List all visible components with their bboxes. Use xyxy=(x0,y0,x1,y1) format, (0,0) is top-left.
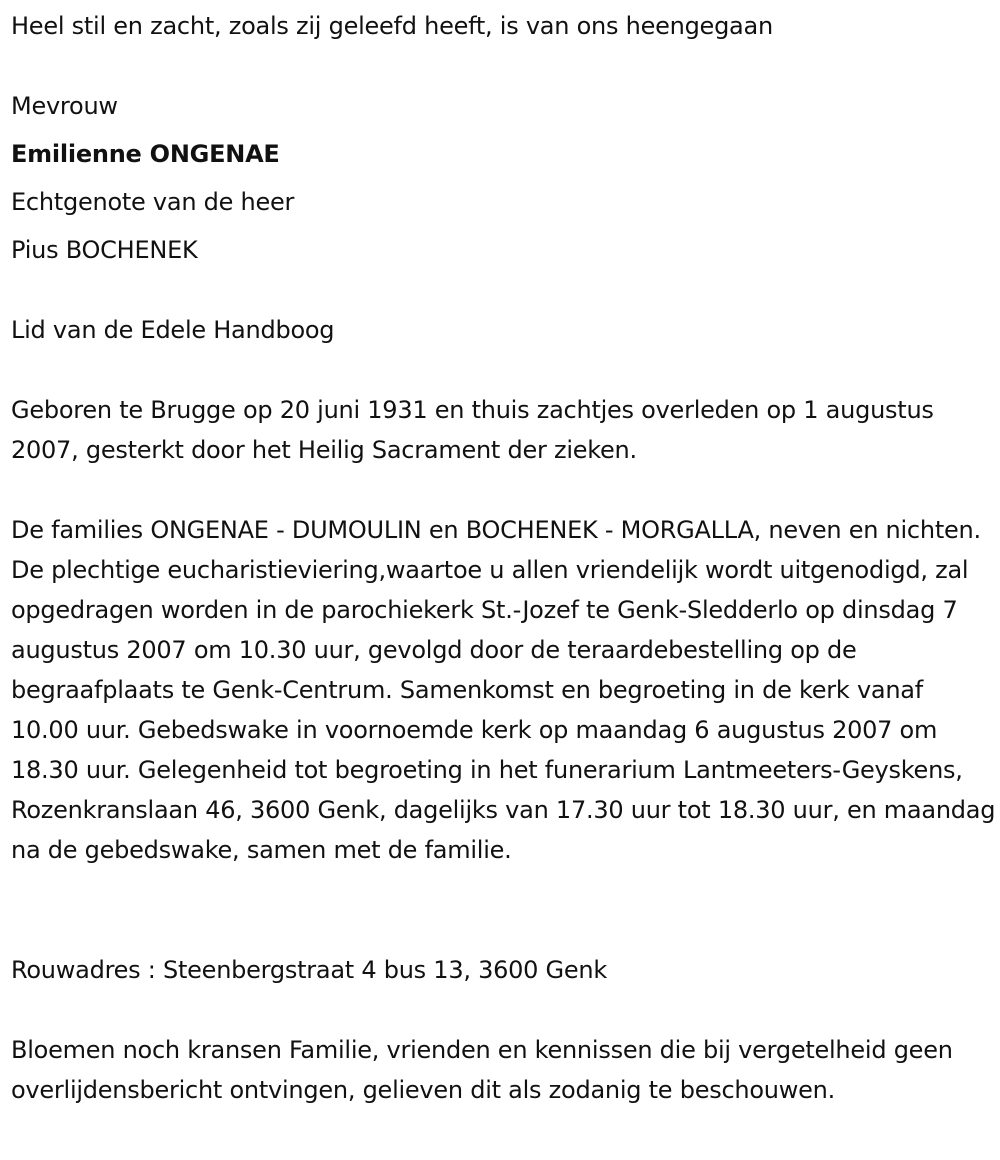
mourning-address: Rouwadres : Steenbergstraat 4 bus 13, 3600 Genk xyxy=(11,956,608,984)
membership-line: Lid van de Edele Handboog xyxy=(11,316,335,344)
families-ceremony-paragraph: De families ONGENAE - DUMOULIN en BOCHENEK - MORGALLA, neven en nichten. De plechtige eucharistieviering,waartoe u allen vriendelijk wordt uitgenodigd, zal opgedragen worden in de parochiekerk St.-Jozef te Genk-Sledderlo op dinsdag 7 augustus 2007 om 10.30 uur, gevolgd door de teraardebestelling op de begraafplaats te Genk-Centrum. Samenkomst en begroeting in de kerk vanaf 10.00 uur. Gebedswake in voornoemde kerk op maandag 6 augustus 2007 om 18.30 uur. Gelegenheid tot begroeting in het funerarium Lantmeeters-Geyskens, Rozenkranslaan 46, 3600 Genk, dagelijks van 17.30 uur tot 18.30 uur, en maandag na de gebedswake, samen met de familie. xyxy=(11,516,996,864)
spouse-label: Echtgenote van de heer xyxy=(11,188,295,216)
flowers-paragraph: Bloemen noch kransen Familie, vrienden en kennissen die bij vergetelheid geen overlijdensbericht ontvingen, gelieven dit als zodanig te beschouwen. xyxy=(11,1036,953,1104)
birth-death-paragraph: Geboren te Brugge op 20 juni 1931 en thuis zachtjes overleden op 1 augustus 2007, gesterkt door het Heilig Sacrament der zieken. xyxy=(11,396,934,464)
spouse-name: Pius BOCHENEK xyxy=(11,236,198,264)
intro-line: Heel stil en zacht, zoals zij geleefd heeft, is van ons heengegaan xyxy=(11,12,773,40)
deceased-name: Emilienne ONGENAE xyxy=(11,140,280,168)
honorific-title: Mevrouw xyxy=(11,92,118,120)
